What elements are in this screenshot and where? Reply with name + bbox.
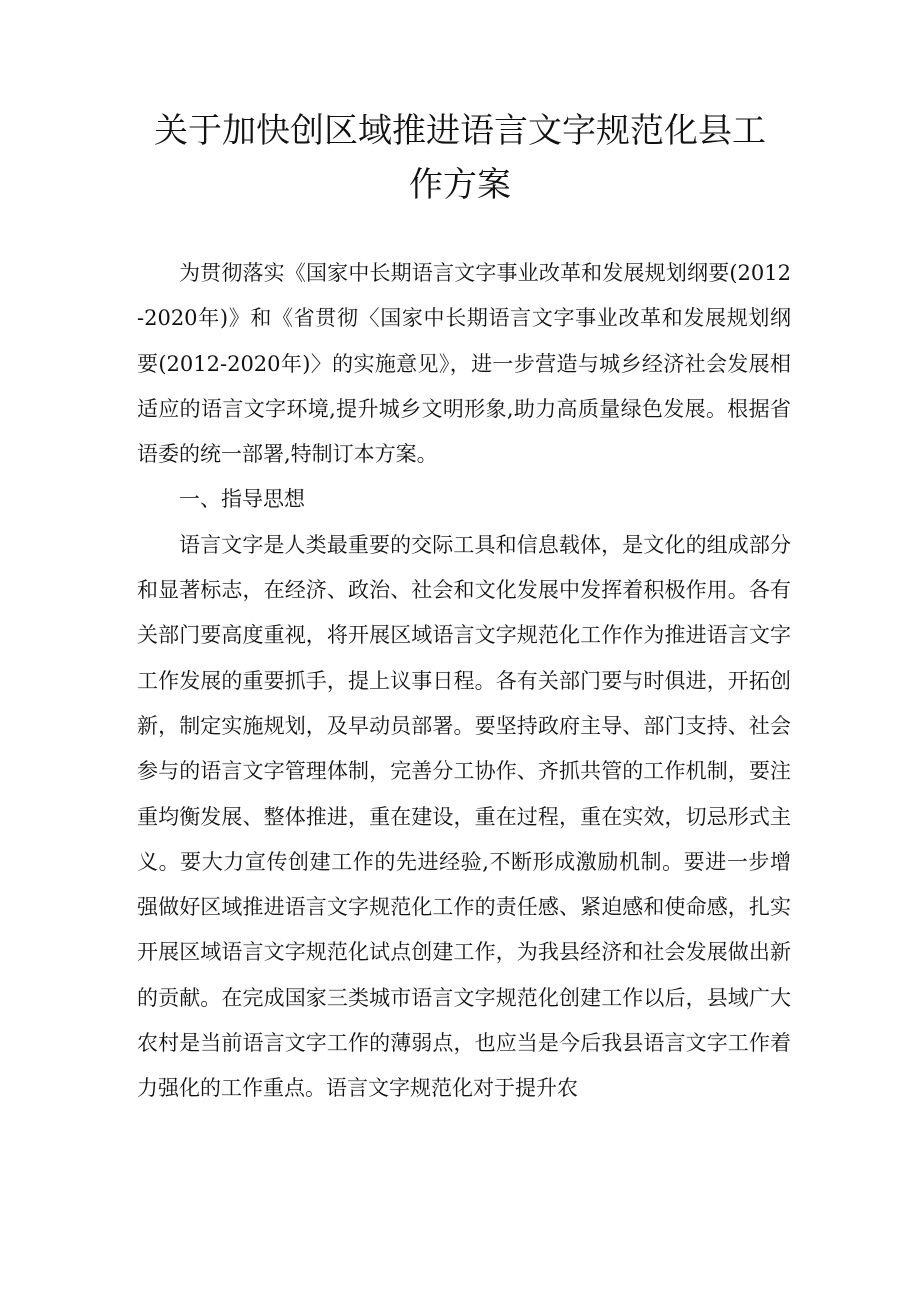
title-line-1: 关于加快创区域推进语言文字规范化县工 bbox=[154, 111, 766, 151]
document-title bbox=[120, 104, 800, 212]
section-heading-guiding-ideology: 一、指导思想 bbox=[179, 487, 305, 512]
title-line-2: 作方案 bbox=[409, 165, 511, 205]
guiding-ideology-paragraph: 语言文字是人类最重要的交际工具和信息载体，是文化的组成部分和显著标志，在经济、政治、社会和文化发展中发挥着积极作用。各有关部门要高度重视，将开展区域语言文字规范化工作作为推进语言文字工作发展的重要抓手，提上议事日程。各有关部门要与时俱进，开拓创新，制定实施规划，及早动员部署。要坚持政府主导、部门支持、社会参与的语言文字管理体制，完善分工协作、齐抓共管的工作机制，要注重均衡发展、整体推进，重在建设，重在过程，重在实效，切忌形式主义。要大力宣传创建工作的先进经验,不断形成激励机制。要进一步增强做好区域推进语言文字规范化工作的责任感、紧迫感和使命感，扎实开展区域语言文字规范化试点创建工作，为我县经济和社会发展做出新的贡献。在完成国家三类城市语言文字规范化创建工作以后，县域广大农村是当前语言文字工作的薄弱点，也应当是今后我县语言文字工作着力强化的工作重点。语言文字规范化对于提升农 bbox=[137, 532, 791, 1101]
intro-paragraph: 为贯彻落实《国家中长期语言文字事业改革和发展规划纲要(2012-2020年)》和《省贯彻〈国家中长期语言文字事业改革和发展规划纲要(2012-2020年)〉的实施意见》，进一步营造与城乡经济社会发展相适应的语言文字环境,提升城乡文明形象,助力高质量绿色发展。根据省语委的统一部署,特制订本方案。 bbox=[137, 261, 791, 467]
document-body bbox=[137, 251, 791, 1112]
